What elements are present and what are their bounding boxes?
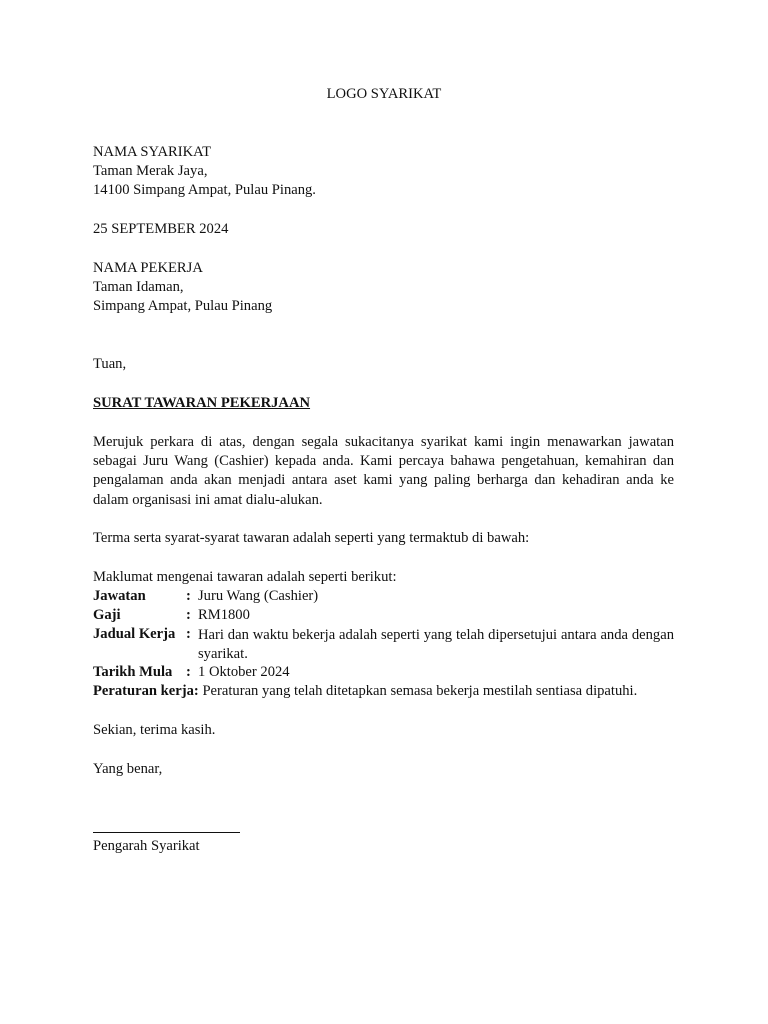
start-date-label: Tarikh Mula [93,664,173,680]
salary-value: RM1800 [198,607,250,623]
sender-address-line1: Taman Merak Jaya, [93,163,208,179]
sender-address-line2: 14100 Simpang Ampat, Pulau Pinang. [93,182,316,198]
schedule-label: Jadual Kerja [93,626,176,642]
work-rules-value: Peraturan yang telah ditetapkan semasa bekerja mestilah sentiasa dipatuhi. [202,683,638,699]
sender-name: NAMA SYARIKAT [93,144,211,160]
signature-line [93,832,240,833]
signatory-title: Pengarah Syarikat [93,838,200,854]
letter-subject: SURAT TAWARAN PEKERJAAN [93,395,311,411]
work-rules-label: Peraturan kerja: [93,683,199,699]
work-rules-row [93,683,637,700]
salary-label: Gaji [93,607,121,623]
body-paragraph-2: Terma serta syarat-syarat tawaran adalah seperti yang termaktub di bawah: [93,530,530,546]
position-value: Juru Wang (Cashier) [198,588,319,604]
salutation: Tuan, [93,356,127,372]
salary-colon: : [186,607,191,623]
start-date-value: 1 Oktober 2024 [198,664,290,680]
position-colon: : [186,588,191,604]
schedule-colon: : [186,626,191,642]
recipient-address-line2: Simpang Ampat, Pulau Pinang [93,298,273,314]
closing-sign-off: Yang benar, [93,761,163,777]
start-date-colon: : [186,664,191,680]
body-paragraph-1: Merujuk perkara di atas, dengan segala sukacitanya syarikat kami ingin menawarkan jawatan sebagai Juru Wang (Cashier) kepada anda. Kami percaya bahawa pengetahuan, kemahiran dan pengalaman anda akan menjadi antara aset kami yang paling berharga dan kehadiran anda ke dalam organisasi ini amat dialu-alukan. [93,434,674,508]
details-intro: Maklumat mengenai tawaran adalah seperti berikut: [93,569,397,585]
company-logo-placeholder: LOGO SYARIKAT [326,86,442,102]
schedule-value: Hari dan waktu bekerja adalah seperti yang telah dipersetujui antara anda dengan syarikat. [198,627,674,663]
letter-date: 25 SEPTEMBER 2024 [93,221,229,237]
recipient-name: NAMA PEKERJA [93,260,203,276]
position-label: Jawatan [93,588,146,604]
recipient-address-line1: Taman Idaman, [93,279,184,295]
closing-thanks: Sekian, terima kasih. [93,722,216,738]
